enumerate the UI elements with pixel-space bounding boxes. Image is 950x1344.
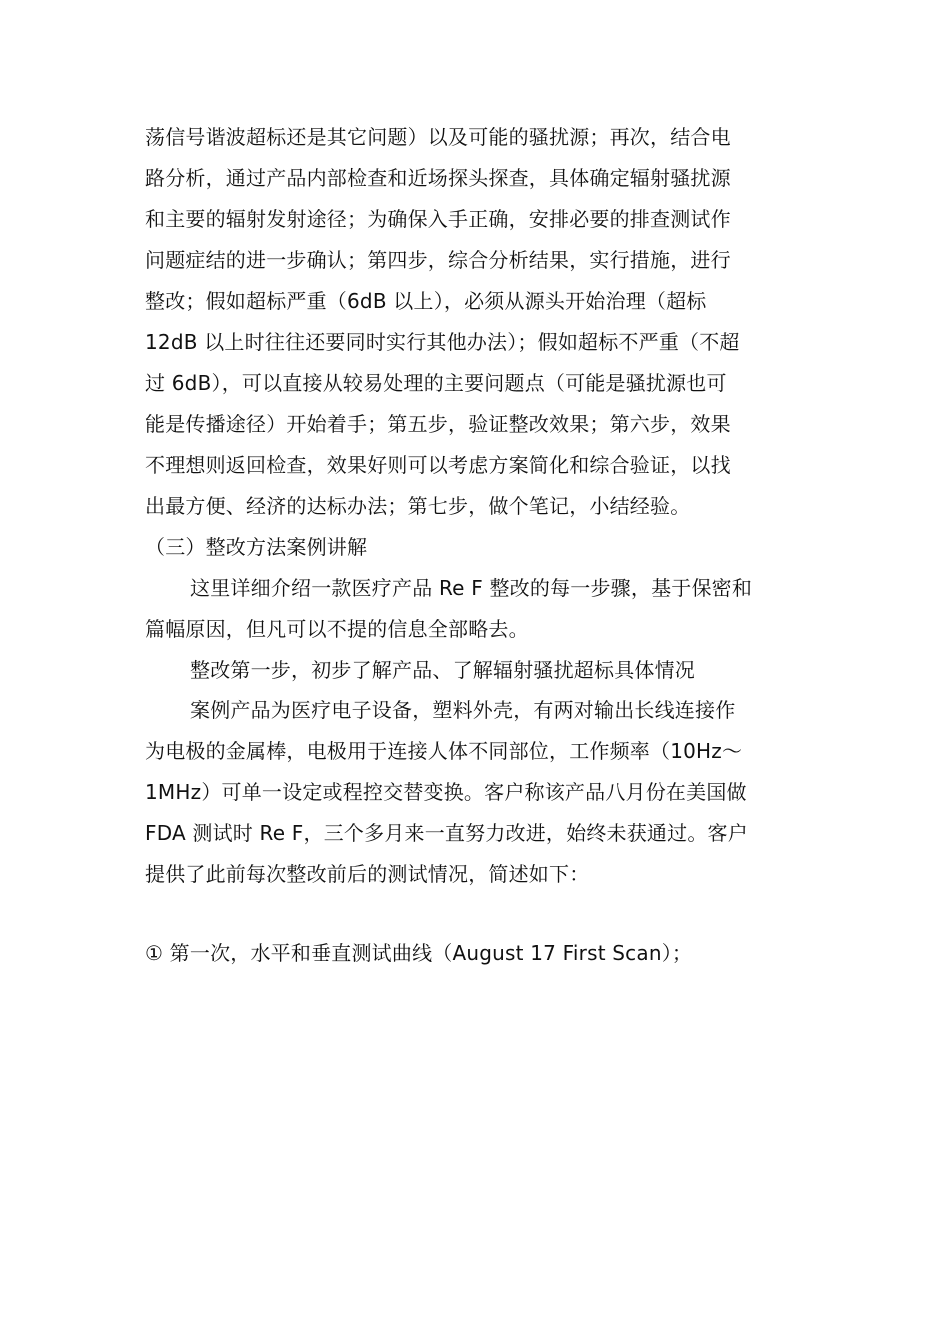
step1-title: 整改第一步，初步了解产品、了解辐射骚扰超标具体情况 <box>190 658 695 682</box>
paragraph1-line-7: 过 6dB），可以直接从较易处理的主要问题点（可能是骚扰源也可 <box>145 371 727 395</box>
paragraph3-line-4: FDA 测试时 Re F，三个多月来一直努力改进，始终未获通过。客户 <box>145 821 748 845</box>
paragraph1-line-4: 问题症结的进一步确认；第四步，综合分析结果，实行措施，进行 <box>145 248 731 272</box>
paragraph1-line-8: 能是传播途径）开始着手；第五步，验证整改效果；第六步，效果 <box>145 412 731 436</box>
paragraph1-line-1: 荡信号谐波超标还是其它问题）以及可能的骚扰源；再次，结合电 <box>145 125 731 149</box>
paragraph1-line-5: 整改；假如超标严重（6dB 以上），必须从源头开始治理（超标 <box>145 289 707 313</box>
paragraph1-line-6: 12dB 以上时往往还要同时实行其他办法）；假如超标不严重（不超 <box>145 330 740 354</box>
paragraph2-line-2: 篇幅原因，但凡可以不提的信息全部略去。 <box>145 617 529 641</box>
paragraph2-line-1: 这里详细介绍一款医疗产品 Re F 整改的每一步骤，基于保密和 <box>190 576 753 600</box>
section-heading: （三）整改方法案例讲解 <box>145 535 368 559</box>
paragraph3-line-1: 案例产品为医疗电子设备，塑料外壳，有两对输出长线连接作 <box>190 698 736 722</box>
paragraph1-line-3: 和主要的辐射发射途径；为确保入手正确，安排必要的排查测试作 <box>145 207 731 231</box>
paragraph1-line-9: 不理想则返回检查，效果好则可以考虑方案简化和综合验证，以找 <box>145 453 731 477</box>
paragraph3-line-5: 提供了此前每次整改前后的测试情况，简述如下： <box>145 862 590 886</box>
paragraph3-line-2: 为电极的金属棒，电极用于连接人体不同部位，工作频率（10Hz～ <box>145 739 743 763</box>
list-item-1: ① 第一次，水平和垂直测试曲线（August 17 First Scan）； <box>145 941 693 965</box>
paragraph1-line-2: 路分析，通过产品内部检查和近场探头探查，具体确定辐射骚扰源 <box>145 166 731 190</box>
paragraph1-line-10: 出最方便、经济的达标办法；第七步，做个笔记，小结经验。 <box>145 494 691 518</box>
paragraph3-line-3: 1MHz）可单一设定或程控交替变换。客户称该产品八月份在美国做 <box>145 780 747 804</box>
